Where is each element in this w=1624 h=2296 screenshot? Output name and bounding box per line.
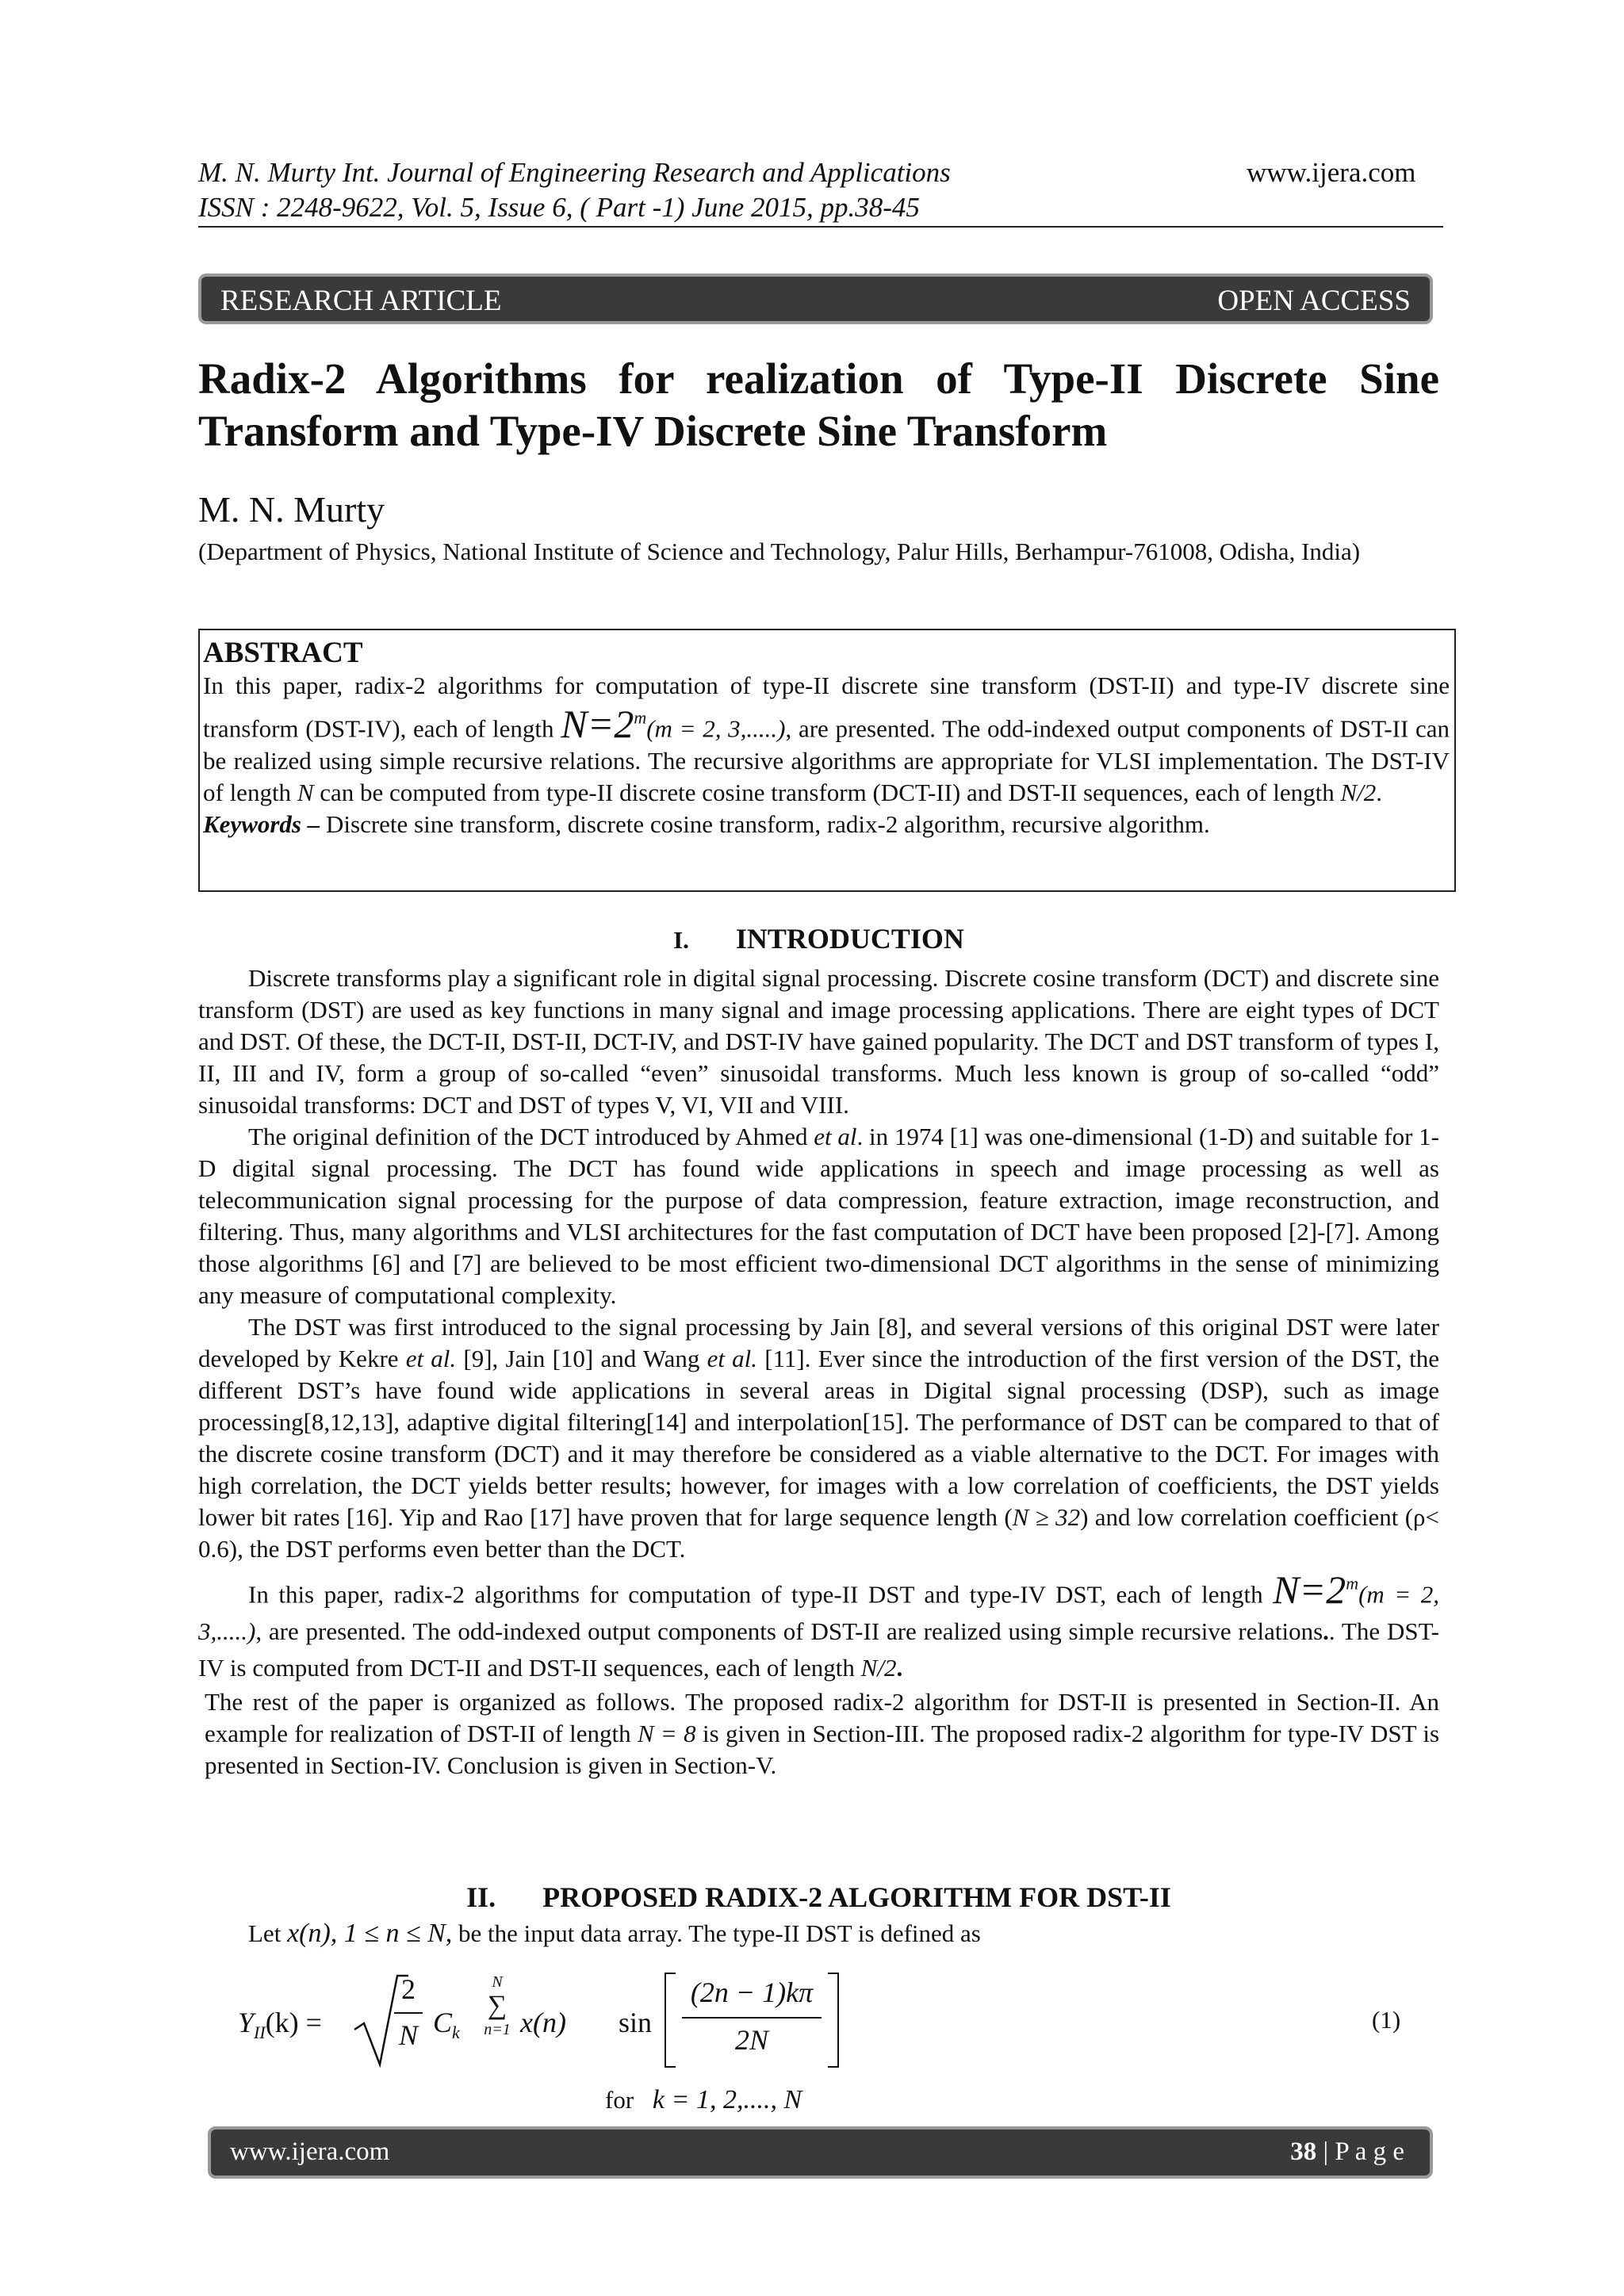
let-word: Let <box>248 1919 282 1947</box>
footer-page: 38 | P a g e <box>1290 2137 1404 2166</box>
title-line-1: Radix-2 Algorithms for realization of Type-II Discrete Sine <box>198 354 1439 403</box>
abstract-text <box>203 670 1450 809</box>
eq-sin-arg <box>665 1973 839 2068</box>
eq-arg-num: (2n − 1)kπ <box>690 1976 814 2008</box>
eq-sin: sin <box>619 2007 653 2038</box>
abstract-n-half: N/2 <box>1340 778 1377 806</box>
eq-sum-bot: n=1 <box>484 2021 511 2038</box>
abstract-text-c: can be computed from type-II discrete cosine transform (DCT-II) and DST-II sequences, each of length <box>320 778 1335 806</box>
abstract-length-formula: $N=2^m$ <box>561 701 647 746</box>
introduction-body <box>198 962 1439 1781</box>
abstract-text-b: , are presented. The odd-indexed output components of DST-II can be realized using simple recursive relations. The recursive algorithms are appropriate for VLSI implementation. The DST-IV of length <box>203 714 1450 806</box>
eq-frac-bar <box>394 2012 423 2014</box>
abstract-text-a: In this paper, radix-2 algorithms for computation of type-II discrete sine transform (DST-II) and type-IV discrete sine transform (DST-IV), each of length <box>203 672 1450 743</box>
eq-sum-sign: ∑ <box>487 1991 508 2020</box>
banner-research-article: RESEARCH ARTICLE <box>220 285 502 317</box>
abstract-heading: ABSTRACT <box>203 637 363 669</box>
section-1-title: INTRODUCTION <box>735 923 964 955</box>
article-banner <box>198 274 1433 324</box>
page-footer <box>208 2126 1433 2179</box>
section-1-number: I. <box>673 926 689 954</box>
intro-length-formula: $N=2^m$ <box>1273 1567 1359 1612</box>
keywords-text: Discrete sine transform, discrete cosine transform, radix-2 algorithm, recursive algorithm. <box>326 809 1210 838</box>
author-affiliation: (Department of Physics, National Institute of Science and Technology, Palur Hills, Berhampur-761008, Odisha, India) <box>198 538 1361 565</box>
section-2-title: PROPOSED RADIX-2 ALGORITHM FOR DST-II <box>542 1881 1171 1913</box>
abstract-period: . <box>1376 778 1382 806</box>
eq-arg-bar <box>682 2017 822 2019</box>
left-bracket-icon <box>665 1973 676 2068</box>
abstract-box <box>198 629 1456 892</box>
input-array-math: x(n), 1 ≤ n ≤ N, <box>287 1919 453 1948</box>
issn-line: ISSN : 2248-9622, Vol. 5, Issue 6, ( Part -1) June 2015, pp.38-45 <box>198 192 920 223</box>
equation-number: (1) <box>1372 2006 1401 2034</box>
intro-paragraph-2: The original definition of the DCT introduced by Ahmed et al. in 1974 [1] was one-dimensional (1-D) and suitable for 1-D digital signal processing. The DCT has found wide applications in speech and image processing as well as telecommunication signal processing for the purpose of data compression, feature extraction, image reconstruction, and filtering. Thus, many algorithms and VLSI architectures for the fast computation of DCT have been proposed [2]-[7]. Among those algorithms [6] and [7] are believed to be most efficient two-dimensional DCT algorithms in the sense of minimizing any measure of computational complexity. <box>198 1123 1439 1309</box>
abstract-n-var: N <box>297 778 314 806</box>
right-bracket-icon <box>828 1973 839 2068</box>
journal-line: M. N. Murty Int. Journal of Engineering Research and Applications <box>198 157 951 188</box>
input-definition <box>248 1919 981 1949</box>
eq-frac-num: 2 <box>401 1973 416 2005</box>
intro-paragraph-3: The DST was first introduced to the signal processing by Jain [8], and several versions of this original DST were later developed by Kekre et al. [9], Jain [10] and Wang et al. [11]. Ever since the introduction of the first version of the DST, the different DST’s have found wide applications in several areas in Digital signal processing (DSP), such as image processing[8,12,13], adaptive digital filtering[14] and interpolation[15]. The performance of DST can be compared to that of the discrete cosine transform (DCT) and it may therefore be considered as a viable alternative to the DCT. For images with high correlation, the DCT yields better results; however, for images with a low correlation of coefficients, the DST yields lower bit rates [16]. Yip and Rao [17] have proven that for large sequence length (N ≥ 32) and low correlation coefficient (ρ< 0.6), the DST performs even better than the DCT. <box>198 1313 1439 1563</box>
eq-sum-top: N <box>492 1973 503 1991</box>
keywords-line <box>203 809 1450 840</box>
author-name: M. N. Murty <box>198 489 385 530</box>
intro-paragraph-4: In this paper, radix-2 algorithms for computation of type-II DST and type-IV DST, each of length $N=2^m(m = 2$, 3,.....), are presented. The odd-indexed output components of DST-II are realized using simple recursive relations.. The DST-IV is computed from DCT-II and DST-II sequences, each of length N/2. <box>198 1567 1439 1682</box>
section-2-number: II. <box>466 1881 496 1913</box>
abstract-m-range: (m = 2, 3,.....) <box>646 714 786 743</box>
paper-title <box>198 353 1439 457</box>
footer-website[interactable]: www.ijera.com <box>230 2137 390 2166</box>
eq-frac-den: N <box>398 2019 418 2051</box>
eq-range <box>605 2085 802 2115</box>
banner-open-access: OPEN ACCESS <box>1217 285 1411 317</box>
eq-range-math: k = 1, 2,...., N <box>652 2085 802 2114</box>
title-line-2: Transform and Type-IV Discrete Sine Transform <box>198 407 1108 455</box>
eq-sum <box>477 1973 517 2039</box>
keywords-label: Keywords – <box>203 809 320 838</box>
eq-arg-den: 2N <box>734 2024 768 2056</box>
eq-x: x(n) <box>520 2007 566 2038</box>
journal-website[interactable]: www.ijera.com <box>1247 157 1416 188</box>
eq-ck: $C_k$ <box>433 2007 460 2043</box>
header-rule <box>198 226 1443 228</box>
eq-lhs: $Y_{II}(k)$ = <box>238 2007 322 2043</box>
section-2-heading <box>198 1881 1439 1914</box>
intro-paragraph-1: Discrete transforms play a significant role in digital signal processing. Discrete cosine transform (DCT) and discrete sine transform (DST) are used as key functions in many signal and image processing applications. There are eight types of DCT and DST. Of these, the DCT-II, DST-II, DCT-IV, and DST-IV have gained popularity. The DCT and DST transform of types I, II, III and IV, form a group of so-called “even” sinusoidal transforms. Much less known is group of so-called “odd” sinusoidal transforms: DCT and DST of types V, VI, VII and VIII. <box>198 964 1439 1119</box>
section-1-heading <box>198 922 1439 955</box>
intro-paragraph-5: The rest of the paper is organized as follows. The proposed radix-2 algorithm for DST-II is presented in Section-II. An example for realization of DST-II of length N = 8 is given in Section-III. The proposed radix-2 algorithm for type-IV DST is presented in Section-IV. Conclusion is given in Section-V. <box>205 1687 1440 1779</box>
input-definition-text: be the input data array. The type-II DST is defined as <box>458 1919 981 1947</box>
equation-1 <box>198 1973 1404 2091</box>
eq-for-word: for <box>605 2086 634 2114</box>
